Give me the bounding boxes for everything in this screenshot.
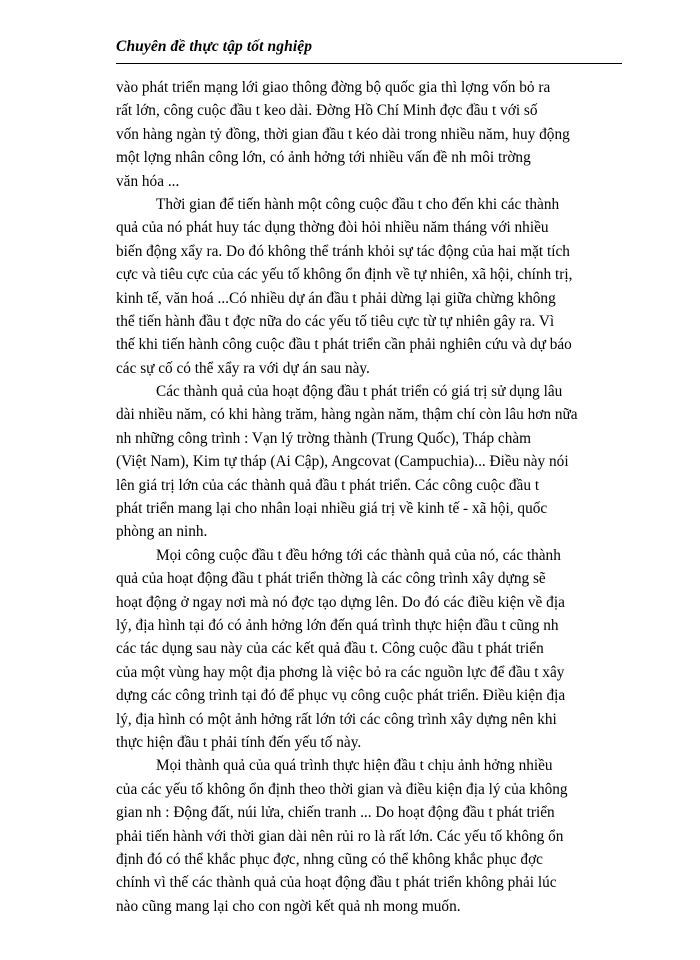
- document-body: [116, 76, 622, 918]
- text-line: nào cũng mang lại cho con ngời kết quả nh mong muốn.: [116, 897, 461, 915]
- text-line: quả của hoạt động đầu t phát triển thờng là các công trình xây dựng sẽ: [116, 570, 546, 588]
- running-header: Chuyên đề thực tập tốt nghiệp: [116, 38, 313, 55]
- text-line: Mọi thành quả của quá trình thực hiện đầu t chịu ảnh hởng nhiều: [156, 757, 553, 775]
- text-line: các tác dụng sau này của các kết quả đầu t. Công cuộc đầu t phát triển: [116, 640, 544, 658]
- text-line: dài nhiều năm, có khi hàng trăm, hàng ngàn năm, thậm chí còn lâu hơn nữa: [116, 406, 578, 424]
- text-line: của một vùng hay một địa phơng là việc bỏ ra các nguồn lực để đầu t xây: [116, 663, 565, 681]
- text-line: Thời gian để tiến hành một công cuộc đầu t cho đến khi các thành: [156, 195, 560, 213]
- text-line: thực hiện đầu t phải tính đến yếu tố này.: [116, 733, 362, 751]
- paragraph: [116, 76, 622, 193]
- header-rule: [116, 63, 622, 64]
- text-line: định đó có thể khắc phục đợc, nhng cũng có thể không khắc phục đợc: [116, 850, 543, 868]
- text-line: thể tiến hành đầu t đợc nữa do các yếu tố tiêu cực từ tự nhiên gây ra. Vì: [116, 312, 555, 330]
- text-line: (Việt Nam), Kim tự tháp (Ai Cập), Angcovat (Campuchia)... Điều này nói: [116, 453, 569, 471]
- text-line: phòng an ninh.: [116, 523, 208, 541]
- text-line: vốn hàng ngàn tỷ đồng, thời gian đầu t kéo dài trong nhiều năm, huy động: [116, 125, 570, 143]
- text-line: phát triển mang lại cho nhân loại nhiều giá trị về kinh tế - xã hội, quốc: [116, 500, 548, 518]
- paragraph: [116, 193, 622, 380]
- text-line: lên giá trị lớn của các thành quả đầu t phát triển. Các công cuộc đầu t: [116, 476, 540, 494]
- paragraph: [116, 754, 622, 918]
- text-line: của các yếu tố không ổn định theo thời gian và điều kiện địa lý của không: [116, 780, 568, 798]
- text-line: chính vì thế các thành quả của hoạt động đầu t phát triển không phải lúc: [116, 874, 557, 892]
- text-line: thế khi tiến hành công cuộc đầu t phát triển cần phải nghiên cứu và dự báo: [116, 336, 572, 354]
- text-line: cực và tiêu cực của các yếu tố không ổn định về tự nhiên, xã hội, chính trị,: [116, 266, 573, 284]
- text-line: vào phát triển mạng lới giao thông đờng bộ quốc gia thì lợng vốn bỏ ra: [116, 79, 551, 96]
- paragraph: [116, 380, 622, 544]
- text-line: hoạt động ở ngay nơi mà nó đợc tạo dựng lên. Do đó các điều kiện về địa: [116, 593, 565, 611]
- text-line: kinh tế, văn hoá ...Có nhiều dự án đầu t phải dừng lại giữa chừng không: [116, 289, 556, 307]
- text-line: dựng các công trình tại đó để phục vụ công cuộc phát triển. Điều kiện địa: [116, 687, 566, 705]
- text-line: gian nh : Động đất, núi lửa, chiến tranh ... Do hoạt động đầu t phát triển: [116, 804, 555, 822]
- text-line: Các thành quả của hoạt động đầu t phát triển có giá trị sử dụng lâu: [156, 383, 563, 401]
- text-line: phải tiến hành với thời gian dài nên rủi ro là rất lớn. Các yếu tố không ổn: [116, 827, 564, 845]
- paragraph: [116, 544, 622, 755]
- text-line: nh những công trình : Vạn lý trờng thành (Trung Quốc), Tháp chàm: [116, 429, 532, 447]
- text-line: Mọi công cuộc đầu t đều hớng tới các thành quả của nó, các thành: [156, 546, 561, 564]
- text-line: lý, địa hình có một ảnh hởng rất lớn tới các công trình xây dựng nên khi: [116, 710, 557, 728]
- text-line: một lợng nhân công lớn, có ảnh hởng tới nhiều vấn đề nh môi trờng: [116, 149, 531, 167]
- text-line: văn hóa ...: [116, 172, 180, 190]
- text-line: rất lớn, công cuộc đầu t keo dài. Đờng Hồ Chí Minh đợc đầu t với số: [116, 102, 538, 120]
- text-line: biến động xẩy ra. Do đó không thể tránh khỏi sự tác động của hai mặt tích: [116, 242, 570, 260]
- text-line: các sự cố có thể xẩy ra với dự án sau này.: [116, 359, 370, 377]
- text-line: quả của nó phát huy tác dụng thờng đòi hỏi nhiều năm tháng với nhiều: [116, 219, 549, 237]
- text-line: lý, địa hình tại đó có ảnh hởng lớn đến quá trình thực hiện đầu t cũng nh: [116, 616, 559, 634]
